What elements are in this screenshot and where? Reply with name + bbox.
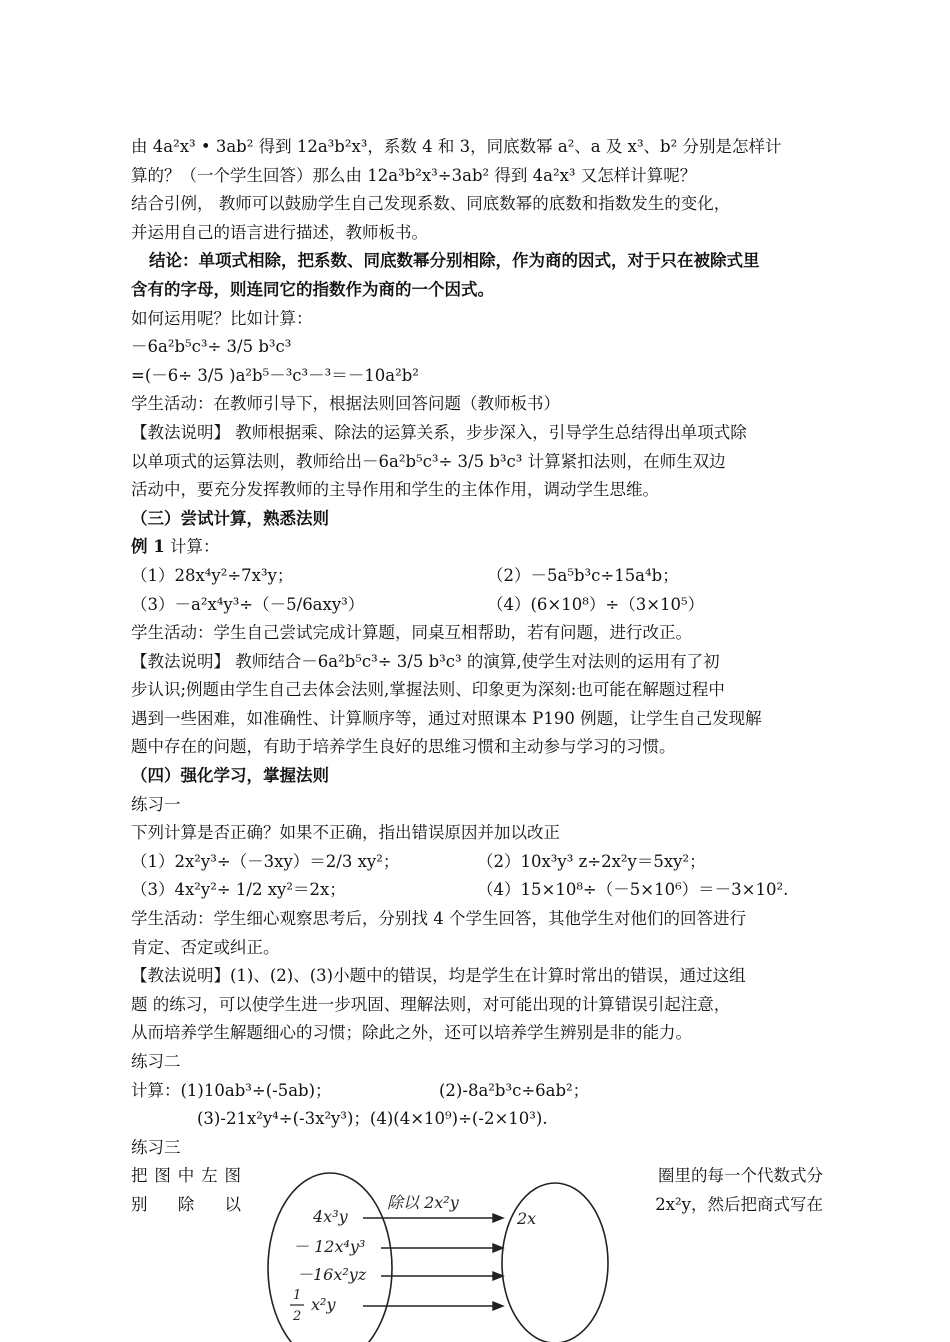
char: 别 bbox=[131, 1194, 148, 1214]
exercise-heading: 练习一 bbox=[131, 794, 181, 814]
left-item: x²y bbox=[311, 1295, 336, 1314]
mapping-diagram bbox=[263, 1168, 613, 1342]
arrow-head bbox=[493, 1244, 503, 1252]
conclusion-line: 结论：单项式相除，把系数、同底数幂分别相除，作为商的因式，对于只在被除式里 bbox=[149, 251, 760, 271]
char: 除 bbox=[177, 1194, 195, 1214]
exercise-row bbox=[131, 1077, 823, 1106]
exercise-item: （1）2x²y³÷（－3xy）＝2/3 xy²； bbox=[131, 851, 400, 871]
example-row bbox=[131, 591, 823, 620]
right-ellipse bbox=[502, 1183, 608, 1342]
right-item: 2x bbox=[517, 1209, 537, 1228]
text-line: 算的？（一个学生回答）那么由 12a³b²x³÷3ab² 得到 4a²x³ 又怎样计算呢？ bbox=[131, 165, 697, 185]
text-line: 【教法说明】(1)、(2)、(3)小题中的错误，均是学生在计算时常出的错误，通过这组 bbox=[131, 966, 746, 986]
text-line: 题中存在的问题，有助于培养学生良好的思维习惯和主动参与学习的习惯。 bbox=[131, 737, 676, 757]
text-line: 如何运用呢？比如计算： bbox=[131, 308, 313, 328]
example-item: （2）－5a⁵b³c÷15a⁴b； bbox=[487, 565, 679, 585]
example-item: （1）28x⁴y²÷7x³y； bbox=[131, 565, 294, 585]
exercise-item: （4）15×10⁸÷（－5×10⁶）＝－3×10². bbox=[477, 880, 789, 900]
example-item: （3）－a²x⁴y³÷（－5/6axy³） bbox=[131, 594, 365, 614]
exercise-item: （3）4x²y²÷ 1/2 xy²＝2x； bbox=[131, 880, 346, 900]
text-line: 步认识;例题由学生自己去体会法则,掌握法则、印象更为深刻:也可能在解题过程中 bbox=[131, 680, 725, 700]
exercise-heading: 练习二 bbox=[131, 1052, 181, 1071]
left-ellipse bbox=[268, 1173, 392, 1342]
text-line: 【教法说明】 教师根据乘、除法的运算关系，步步深入，引导学生总结得出单项式除 bbox=[131, 422, 747, 442]
exercise-item: （2）10x³y³ z÷2x²y＝5xy²； bbox=[477, 851, 706, 871]
text-line: 肯定、否定或纠正。 bbox=[131, 937, 280, 957]
char: 以 bbox=[224, 1194, 241, 1214]
fraction-denominator: 2 bbox=[293, 1309, 302, 1324]
arrow-head bbox=[493, 1302, 503, 1310]
exercise-item: (2)-8a²b³c÷6ab²； bbox=[439, 1080, 590, 1100]
document-body bbox=[131, 133, 823, 1219]
wrapped-right-1: 圈里的每一个代数式分 bbox=[658, 1166, 823, 1186]
example-heading bbox=[131, 533, 823, 562]
exercise-row bbox=[131, 876, 823, 905]
text-line: 学生活动：在教师引导下，根据法则回答问题（教师板书） bbox=[131, 394, 560, 414]
char: 左 bbox=[201, 1166, 218, 1186]
text-line: 【教法说明】 教师结合－6a²b⁵c³÷ 3/5 b³c³ 的演算,使学生对法则的运用有了初 bbox=[131, 651, 720, 671]
text-line: 由 4a²x³ • 3ab² 得到 12a³b²x³，系数 4 和 3，同底数幂 a²、a 及 x³、b² 分别是怎样计 bbox=[131, 137, 782, 156]
wrapped-right-2: 2x²y，然后把商式写在 bbox=[655, 1194, 823, 1214]
text-line: 并运用自己的语言进行描述，教师板书。 bbox=[131, 222, 428, 242]
arrow-label: 除以 2x²y bbox=[387, 1193, 459, 1212]
example-item: （4）(6×10⁸）÷（3×10⁵） bbox=[487, 594, 705, 614]
arrow-head bbox=[493, 1272, 503, 1280]
text-line: 题 的练习，可以使学生进一步巩固、理解法则，对可能出现的计算错误引起注意， bbox=[131, 994, 731, 1014]
section-heading: （三）尝试计算，熟悉法则 bbox=[131, 508, 329, 528]
conclusion-line: 含有的字母，则连同它的指数作为商的一个因式。 bbox=[131, 279, 494, 299]
left-item: －16x²yz bbox=[297, 1265, 367, 1284]
exercise-item: 计算：(1)10ab³÷(-5ab)； bbox=[131, 1080, 332, 1100]
exercise-heading: 练习三 bbox=[131, 1137, 181, 1157]
formula-line: =(－6÷ 3/5 )a²b⁵－³c³－³＝－10a²b² bbox=[131, 365, 419, 385]
exercise-row bbox=[131, 848, 823, 877]
wrapped-left-1 bbox=[131, 1162, 241, 1191]
text-line: 活动中，要充分发挥教师的主导作用和学生的主体作用，调动学生思维。 bbox=[131, 480, 659, 500]
left-item: 4x³y bbox=[313, 1207, 348, 1226]
text-line: 学生活动：学生细心观察思考后，分别找 4 个学生回答，其他学生对他们的回答进行 bbox=[131, 909, 746, 929]
mapping-diagram-svg bbox=[263, 1168, 613, 1342]
char: 图 bbox=[154, 1166, 171, 1186]
text-line: 遇到一些困难，如准确性、计算顺序等，通过对照课本 P190 例题，让学生自己发现解 bbox=[131, 708, 762, 728]
char: 把 bbox=[131, 1166, 148, 1186]
example-row bbox=[131, 562, 823, 591]
text-line: 结合引例， 教师可以鼓励学生自己发现系数、同底数幂的底数和指数发生的变化， bbox=[131, 194, 731, 214]
text-line: 下列计算是否正确？如果不正确，指出错误原因并加以改正 bbox=[131, 823, 560, 843]
left-item: － 12x⁴y³ bbox=[293, 1237, 366, 1256]
wrapped-left-2 bbox=[131, 1191, 241, 1220]
text-line: 从而培养学生解题细心的习惯；除此之外，还可以培养学生辨别是非的能力。 bbox=[131, 1023, 692, 1043]
text-line: 以单项式的运算法则，教师给出－6a²b⁵c³÷ 3/5 b³c³ 计算紧扣法则，在师生双边 bbox=[131, 451, 726, 471]
example-intro: 计算： bbox=[164, 537, 220, 557]
section-heading: （四）强化学习，掌握法则 bbox=[131, 766, 329, 786]
text-line: 学生活动：学生自己尝试完成计算题，同桌互相帮助，若有问题，进行改正。 bbox=[131, 623, 692, 643]
arrow-head bbox=[493, 1214, 503, 1222]
formula-line: －6a²b⁵c³÷ 3/5 b³c³ bbox=[131, 337, 292, 357]
arrows bbox=[363, 1214, 503, 1310]
fraction-numerator: 1 bbox=[293, 1288, 302, 1303]
char: 中 bbox=[177, 1166, 195, 1186]
example-label: 例 1 bbox=[131, 537, 165, 557]
char: 图 bbox=[224, 1166, 241, 1186]
exercise-item: (3)-21x²y⁴÷(-3x²y³)；(4)(4×10⁹)÷(-2×10³). bbox=[197, 1109, 548, 1129]
